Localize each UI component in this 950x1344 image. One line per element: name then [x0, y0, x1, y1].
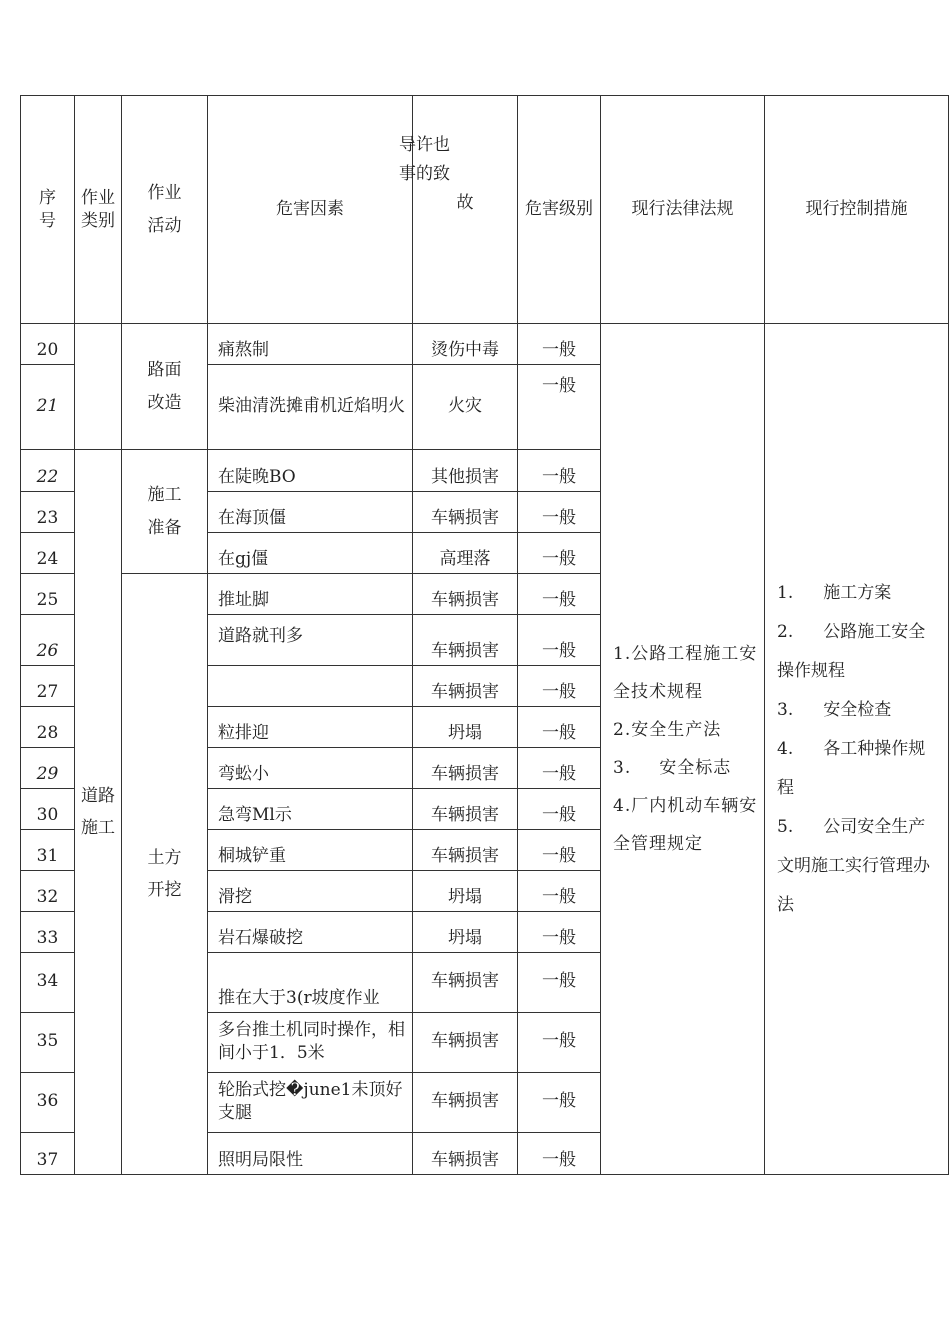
level-cell: 一般	[518, 707, 601, 748]
level-cell: 一般	[518, 789, 601, 830]
level-cell: 一般	[518, 1073, 601, 1133]
hazard-cell: 桐城铲重	[208, 830, 413, 871]
level-cell: 一般	[518, 533, 601, 574]
row-number: 30	[21, 789, 75, 830]
level-cell: 一般	[518, 1013, 601, 1073]
law-item: 1.公路工程施工安全技术规程	[613, 644, 758, 702]
activity-earthwork: 土方开挖	[122, 574, 208, 1175]
header-accident-line: 事的致	[399, 163, 450, 184]
accident-cell: 车辆损害	[413, 1073, 518, 1133]
accident-cell: 车辆损害	[413, 574, 518, 615]
level-cell: 一般	[518, 324, 601, 365]
level-cell: 一般	[518, 871, 601, 912]
accident-cell: 车辆损害	[413, 830, 518, 871]
row-number: 37	[21, 1133, 75, 1175]
hazard-cell: 推址脚	[208, 574, 413, 615]
hazard-cell: 柴油清洗摊甫机近焰明火	[208, 365, 413, 450]
level-cell: 一般	[518, 748, 601, 789]
hazard-cell: 多台推土机同时操作，相间小于1．5米	[208, 1013, 413, 1073]
row-number: 25	[21, 574, 75, 615]
level-cell: 一般	[518, 953, 601, 1013]
hazard-cell: 岩石爆破挖	[208, 912, 413, 953]
accident-cell: 车辆损害	[413, 1013, 518, 1073]
row-number: 27	[21, 666, 75, 707]
row-number: 24	[21, 533, 75, 574]
hazard-cell: 轮胎式挖�june1未顶好支腿	[208, 1073, 413, 1133]
category-cell	[75, 324, 122, 450]
row-number: 21	[21, 365, 75, 450]
row-number: 23	[21, 492, 75, 533]
hazard-cell: 滑挖	[208, 871, 413, 912]
hazard-cell: 痛熬制	[208, 324, 413, 365]
level-cell: 一般	[518, 830, 601, 871]
row-number: 28	[21, 707, 75, 748]
activity-road-reform: 路面改造	[122, 324, 208, 450]
header-hazard: 危害因素	[208, 96, 413, 324]
hazard-cell: 照明局限性	[208, 1133, 413, 1175]
accident-cell: 车辆损害	[413, 789, 518, 830]
level-cell: 一般	[518, 666, 601, 707]
category-road-construction: 道路施工	[75, 450, 122, 1175]
accident-cell: 车辆损害	[413, 615, 518, 666]
row-number: 36	[21, 1073, 75, 1133]
control-item: 1. 施工方案	[777, 582, 892, 603]
row-number: 29	[21, 748, 75, 789]
accident-cell: 车辆损害	[413, 1133, 518, 1175]
control-item: 4. 各工种操作规程	[777, 738, 926, 798]
row-number: 32	[21, 871, 75, 912]
level-cell: 一般	[518, 574, 601, 615]
row-number: 22	[21, 450, 75, 492]
header-level: 危害级别	[518, 96, 601, 324]
hazard-cell: 粒排迎	[208, 707, 413, 748]
law-item: 2.安全生产法	[613, 720, 722, 740]
hazard-cell: 推在大于3(r坡度作业	[208, 953, 413, 1013]
control-item: 3. 安全检查	[777, 699, 892, 720]
accident-cell: 烫伤中毒	[413, 324, 518, 365]
laws-cell	[601, 324, 765, 1175]
law-item: 3. 安全标志	[613, 758, 732, 778]
row-number: 35	[21, 1013, 75, 1073]
header-accident-line: 导许也	[399, 135, 450, 155]
accident-cell: 火灾	[413, 365, 518, 450]
level-cell: 一般	[518, 615, 601, 666]
header-laws: 现行法律法规	[601, 96, 765, 324]
control-item: 5. 公司安全生产文明施工实行管理办法	[777, 816, 930, 915]
accident-cell: 车辆损害	[413, 666, 518, 707]
activity-construction-prep: 施工准备	[122, 450, 208, 574]
law-item: 4.厂内机动车辆安全管理规定	[613, 796, 758, 854]
accident-cell: 坍塌	[413, 707, 518, 748]
hazard-cell: 在gj僵	[208, 533, 413, 574]
header-accident-line: 故	[456, 192, 474, 213]
accident-cell: 坍塌	[413, 912, 518, 953]
header-seq: 序号	[21, 96, 75, 324]
accident-cell: 车辆损害	[413, 748, 518, 789]
hazard-cell	[208, 666, 413, 707]
row-number: 34	[21, 953, 75, 1013]
control-item: 2. 公路施工安全操作规程	[777, 621, 926, 681]
hazard-cell: 在海顶僵	[208, 492, 413, 533]
hazard-cell: 急弯Ml示	[208, 789, 413, 830]
hazard-cell: 弯蚣小	[208, 748, 413, 789]
accident-cell: 车辆损害	[413, 492, 518, 533]
header-controls: 现行控制措施	[765, 96, 949, 324]
header-category: 作业类别	[75, 96, 122, 324]
row-number: 20	[21, 324, 75, 365]
level-cell: 一般	[518, 912, 601, 953]
hazard-cell: 在陡晚BO	[208, 450, 413, 492]
header-accident	[399, 96, 518, 324]
level-cell: 一般	[518, 365, 601, 450]
accident-cell: 坍塌	[413, 871, 518, 912]
header-activity: 作业活动	[122, 96, 208, 324]
row-number: 31	[21, 830, 75, 871]
level-cell: 一般	[518, 450, 601, 492]
accident-cell: 车辆损害	[413, 953, 518, 1013]
accident-cell: 其他损害	[413, 450, 518, 492]
hazard-cell: 道路就刊多	[208, 615, 413, 666]
row-number: 26	[21, 615, 75, 666]
controls-cell	[765, 324, 949, 1175]
level-cell: 一般	[518, 1133, 601, 1175]
hazard-table	[20, 95, 949, 1175]
row-number: 33	[21, 912, 75, 953]
accident-cell: 高理落	[413, 533, 518, 574]
level-cell: 一般	[518, 492, 601, 533]
